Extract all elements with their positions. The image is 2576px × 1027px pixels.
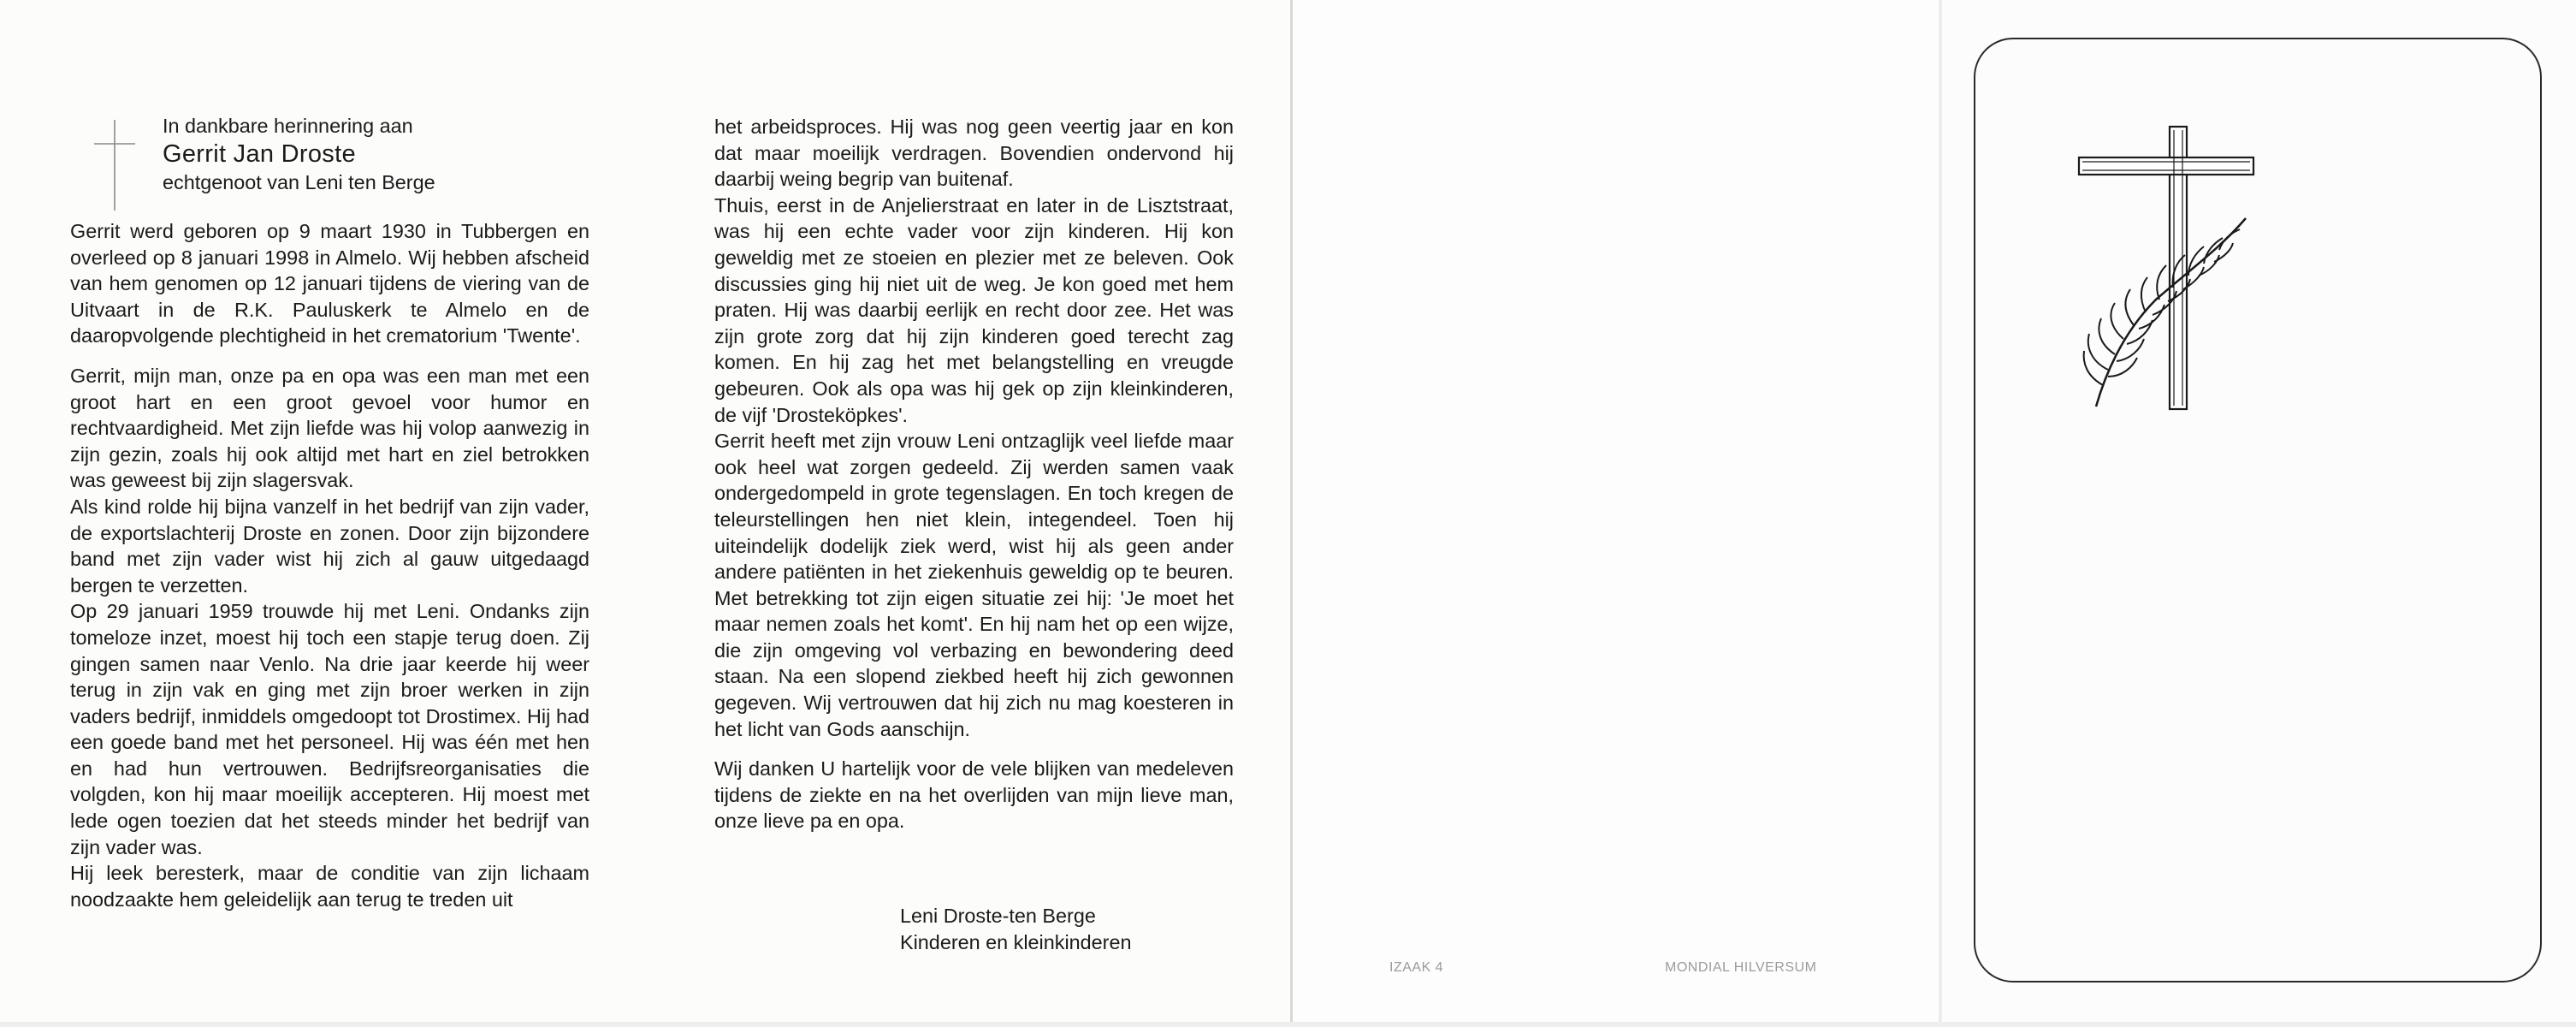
biography-column-2 — [714, 114, 1234, 834]
printer-mark: MONDIAL HILVERSUM — [1665, 960, 1817, 975]
paragraph: Hij leek beresterk, maar de conditie van zijn lichaam noodzaakte hem geleidelijk aan terug te treden uit — [70, 862, 589, 911]
paragraph: het arbeidsproces. Hij was nog geen veertig jaar en kon dat maar moeilijk verdragen. Bovendien ondervond hij daarbij weing begrip van buitenaf. — [714, 116, 1234, 191]
paragraph: Op 29 januari 1959 trouwde hij met Leni. Ondanks zijn tomeloze inzet, moest hij toch een stapje terug doen. Zij gingen samen naar Venlo. Na drie jaar keerde hij weer terug in zijn vak en ging met zijn broer werken in zijn vaders bedrijf, inmiddels omgedoopt tot Drostimex. Hij had een goede band met het personeel. Hij was één met hen en had hun vertrouwen. Bedrijfsreorganisaties die volgden, kon hij maar moeilijk accepteren. Hij moest met lede ogen toezien dat het steeds minder het bedrijf van zijn vader was. — [70, 600, 589, 858]
memorial-heading — [163, 113, 435, 195]
paragraph: Gerrit, mijn man, onze pa en opa was een man met een groot hart en een groot gevoel voor humor en rechtvaardigheid. Met zijn liefde was hij volop aanwezig in zijn gezin, zoals hij ook altijd met hart en ziel betrokken was geweest bij zijn slagersvak. — [70, 364, 589, 492]
panel-blank-back — [1292, 0, 1942, 1027]
heading-intro: In dankbare herinnering aan — [163, 115, 413, 137]
thanks-paragraph: Wij danken U hartelijk voor de vele blijken van medeleven tijdens de ziekte en na het overlijden van mijn lieve man, onze lieve pa en opa. — [714, 757, 1234, 833]
fold-line — [1290, 0, 1293, 1027]
paragraph: Gerrit heeft met zijn vrouw Leni ontzaglijk veel liefde maar ook heel wat zorgen gedeeld. Zij werden samen vaak ondergedompeld in grote tegenslagen. En toch kregen de teleurstellingen hen niet klein, integendeel. Toen hij uiteindelijk dodelijk ziek werd, wist hij als geen ander andere patiënten in het ziekenhuis geweldig op te beuren. Met betrekking tot zijn eigen situatie zei hij: 'Je moet het maar nemen zoals het komt'. En hij nam het op een wijze, die zijn omgeving vol verbazing en bewondering deed staan. Na een slopend ziekbed heeft hij zich gewonnen gegeven. Wij vertrouwen dat hij zich nu mag koesteren in het licht van Gods aanschijn. — [714, 430, 1234, 740]
biography-column-1 — [70, 218, 589, 912]
paragraph: Als kind rolde hij bijna vanzelf in het bedrijf van zijn vader, de exportslachterij Droste en zonen. Door zijn bijzondere band met zijn vader wist hij zich al gauw uitgedaagd bergen te verzetten. — [70, 495, 589, 597]
signature-block — [900, 903, 1131, 955]
paragraph: Thuis, eerst in de Anjelierstraat en later in de Lisztstraat, was hij een echte vader voor zijn kinderen. Hij kon geweldig met ze stoeien en plezier met ze beleven. Ook discussies ging hij niet uit de weg. Je kon goed met hem praten. Hij was daarbij eerlijk en recht door zee. Het was zijn grote zorg dat hij zijn kinderen goed terecht zag komen. En hij zag het met belangstelling en vreugde gebeuren. Ook als opa was hij gek op zijn kleinkinderen, de vijf 'Drosteköpkes'. — [714, 193, 1234, 426]
signature-name: Leni Droste-ten Berge — [900, 905, 1096, 927]
cross-with-palm-icon — [2070, 120, 2267, 419]
print-code: IZAAK 4 — [1389, 960, 1444, 975]
cross-icon — [94, 118, 135, 212]
signature-family: Kinderen en kleinkinderen — [900, 930, 1132, 953]
fold-line — [1939, 0, 1942, 1027]
deceased-name: Gerrit Jan Droste — [163, 140, 356, 168]
paper-edge — [0, 1022, 2576, 1027]
paragraph: Gerrit werd geboren op 9 maart 1930 in Tubbergen en overleed op 8 januari 1998 in Almelo. Wij hebben afscheid van hem genomen op 12 januari tijdens de viering van de Uitvaart in de R.K. Pauluskerk te Almelo en de daaropvolgende plechtigheid in het crematorium 'Twente'. — [70, 220, 589, 347]
spouse-line: echtgenoot van Leni ten Berge — [163, 171, 435, 193]
